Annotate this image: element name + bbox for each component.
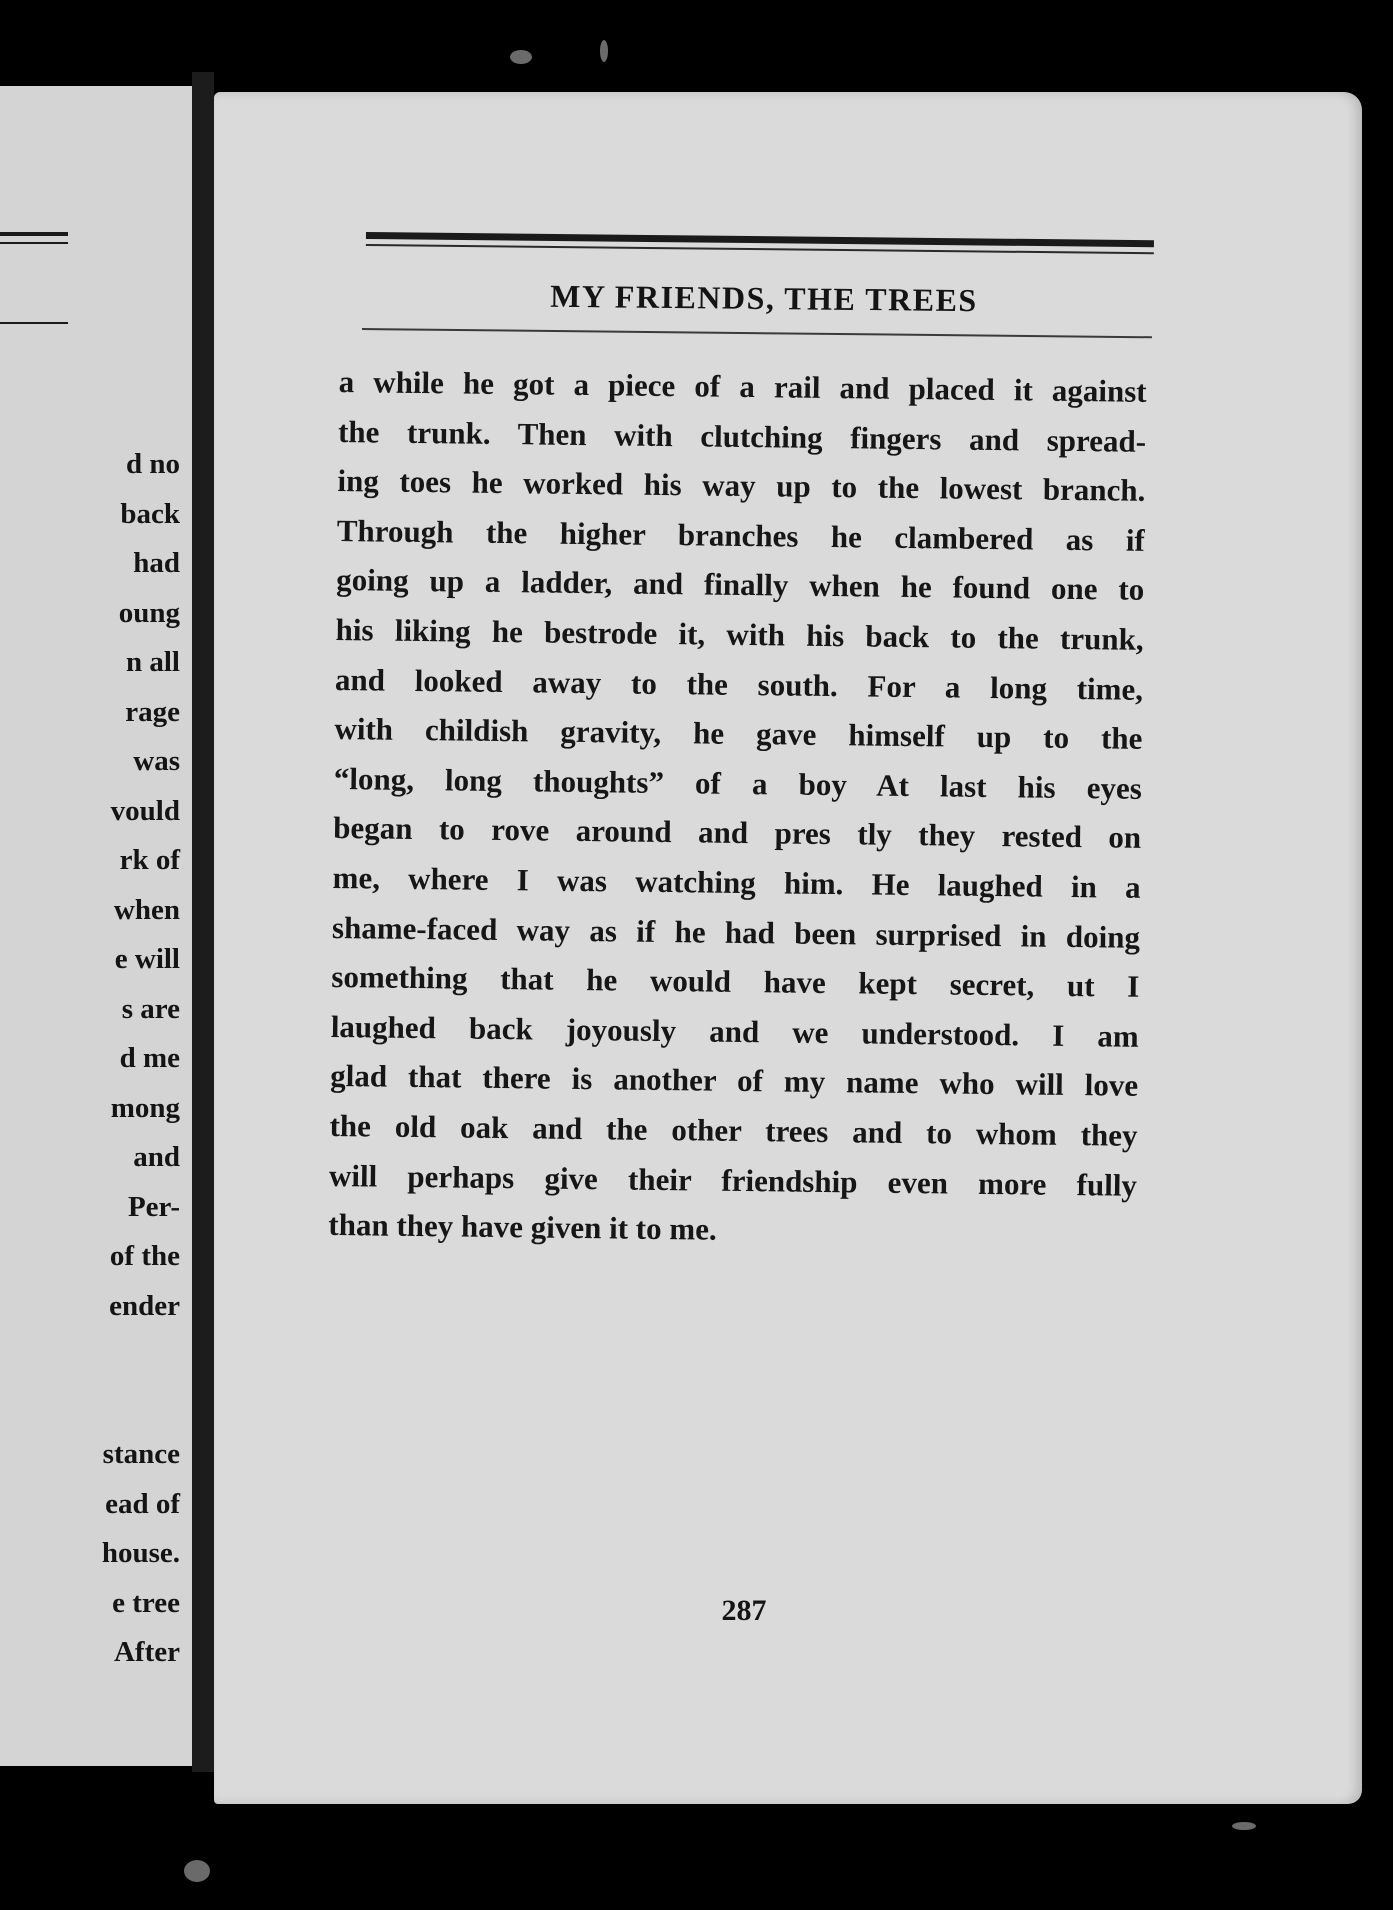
- text-line: Through the higher branches he clambered as if: [336, 512, 1146, 558]
- previous-page: [0, 86, 192, 1766]
- text-line: a while he got a piece of a rail and placed it against: [338, 363, 1147, 409]
- previous-page-line: rk of: [119, 844, 180, 876]
- previous-page-line: e will: [114, 943, 180, 975]
- previous-page-line: was: [133, 745, 180, 777]
- previous-page-line: and: [133, 1141, 180, 1173]
- header-rule: [0, 232, 68, 236]
- text-line: glad that there is another of my name who will love: [330, 1058, 1139, 1104]
- previous-page-line: d no: [125, 448, 180, 480]
- text-line: me, where I was watching him. He laughed in a: [332, 859, 1141, 905]
- text-line: laughed back joyously and we understood. I am: [330, 1008, 1139, 1054]
- previous-page-line: s are: [121, 992, 180, 1025]
- scan-artifact: [600, 40, 608, 62]
- previous-page-line: rage: [125, 695, 180, 728]
- previous-page-line: had: [133, 547, 180, 579]
- header-rules: [366, 232, 1154, 254]
- text-line: shame-faced way as if he had been surprised in doing: [331, 909, 1141, 955]
- text-line: going up a ladder, and finally when he found one to: [336, 562, 1145, 608]
- previous-page-line: Per-: [127, 1190, 180, 1223]
- header-rule: [0, 242, 68, 244]
- previous-page-line: house.: [101, 1537, 180, 1569]
- text-line: and looked away to the south. For a long time,: [334, 661, 1144, 707]
- previous-page-line: vould: [110, 794, 180, 827]
- body-text: [328, 357, 1147, 1259]
- text-line: than they have given it to me.: [328, 1207, 717, 1247]
- previous-page-line: back: [120, 497, 180, 530]
- previous-page-line: when: [113, 893, 180, 926]
- previous-page-line: mong: [110, 1091, 180, 1124]
- text-line: something that he would have kept secret, ut I: [331, 959, 1140, 1004]
- previous-page-line: ender: [109, 1289, 180, 1322]
- previous-page-line: After: [113, 1636, 180, 1668]
- scan-artifact: [510, 50, 532, 64]
- text-line: with childish gravity, he gave himself up to the: [334, 711, 1143, 756]
- previous-page-line: ead of: [105, 1487, 180, 1520]
- text-line: ing toes he worked his way up to the lowest branch.: [337, 463, 1146, 509]
- previous-page-line: stance: [102, 1438, 180, 1470]
- running-head: MY FRIENDS, THE TREES: [550, 277, 978, 319]
- text-line: began to rove around and pres tly they rested on: [333, 810, 1142, 856]
- book-page: [214, 92, 1362, 1804]
- page-number: 287: [721, 1594, 767, 1627]
- text-line: will perhaps give their friendship even more fully: [328, 1157, 1138, 1203]
- book-gutter: [192, 72, 214, 1772]
- text-line: the old oak and the other trees and to whom they: [329, 1107, 1138, 1153]
- previous-page-line: of the: [109, 1240, 180, 1272]
- previous-page-text: [102, 440, 180, 1678]
- previous-page-line: oung: [118, 596, 180, 629]
- text-line: “long, long thoughts” of a boy At last his eyes: [333, 760, 1143, 806]
- scan-artifact: [1232, 1822, 1256, 1830]
- previous-page-line: d me: [119, 1042, 180, 1074]
- previous-page-line: [102, 1331, 180, 1430]
- scan-artifact: [184, 1860, 210, 1882]
- previous-page-line: n all: [126, 646, 180, 678]
- text-line: the trunk. Then with clutching fingers and spread-: [337, 413, 1147, 459]
- previous-page-line: e tree: [112, 1586, 180, 1619]
- header-underline: [0, 322, 68, 324]
- running-head-rule: [362, 328, 1152, 338]
- text-line: his liking he bestrode it, with his back to the trunk,: [335, 611, 1144, 657]
